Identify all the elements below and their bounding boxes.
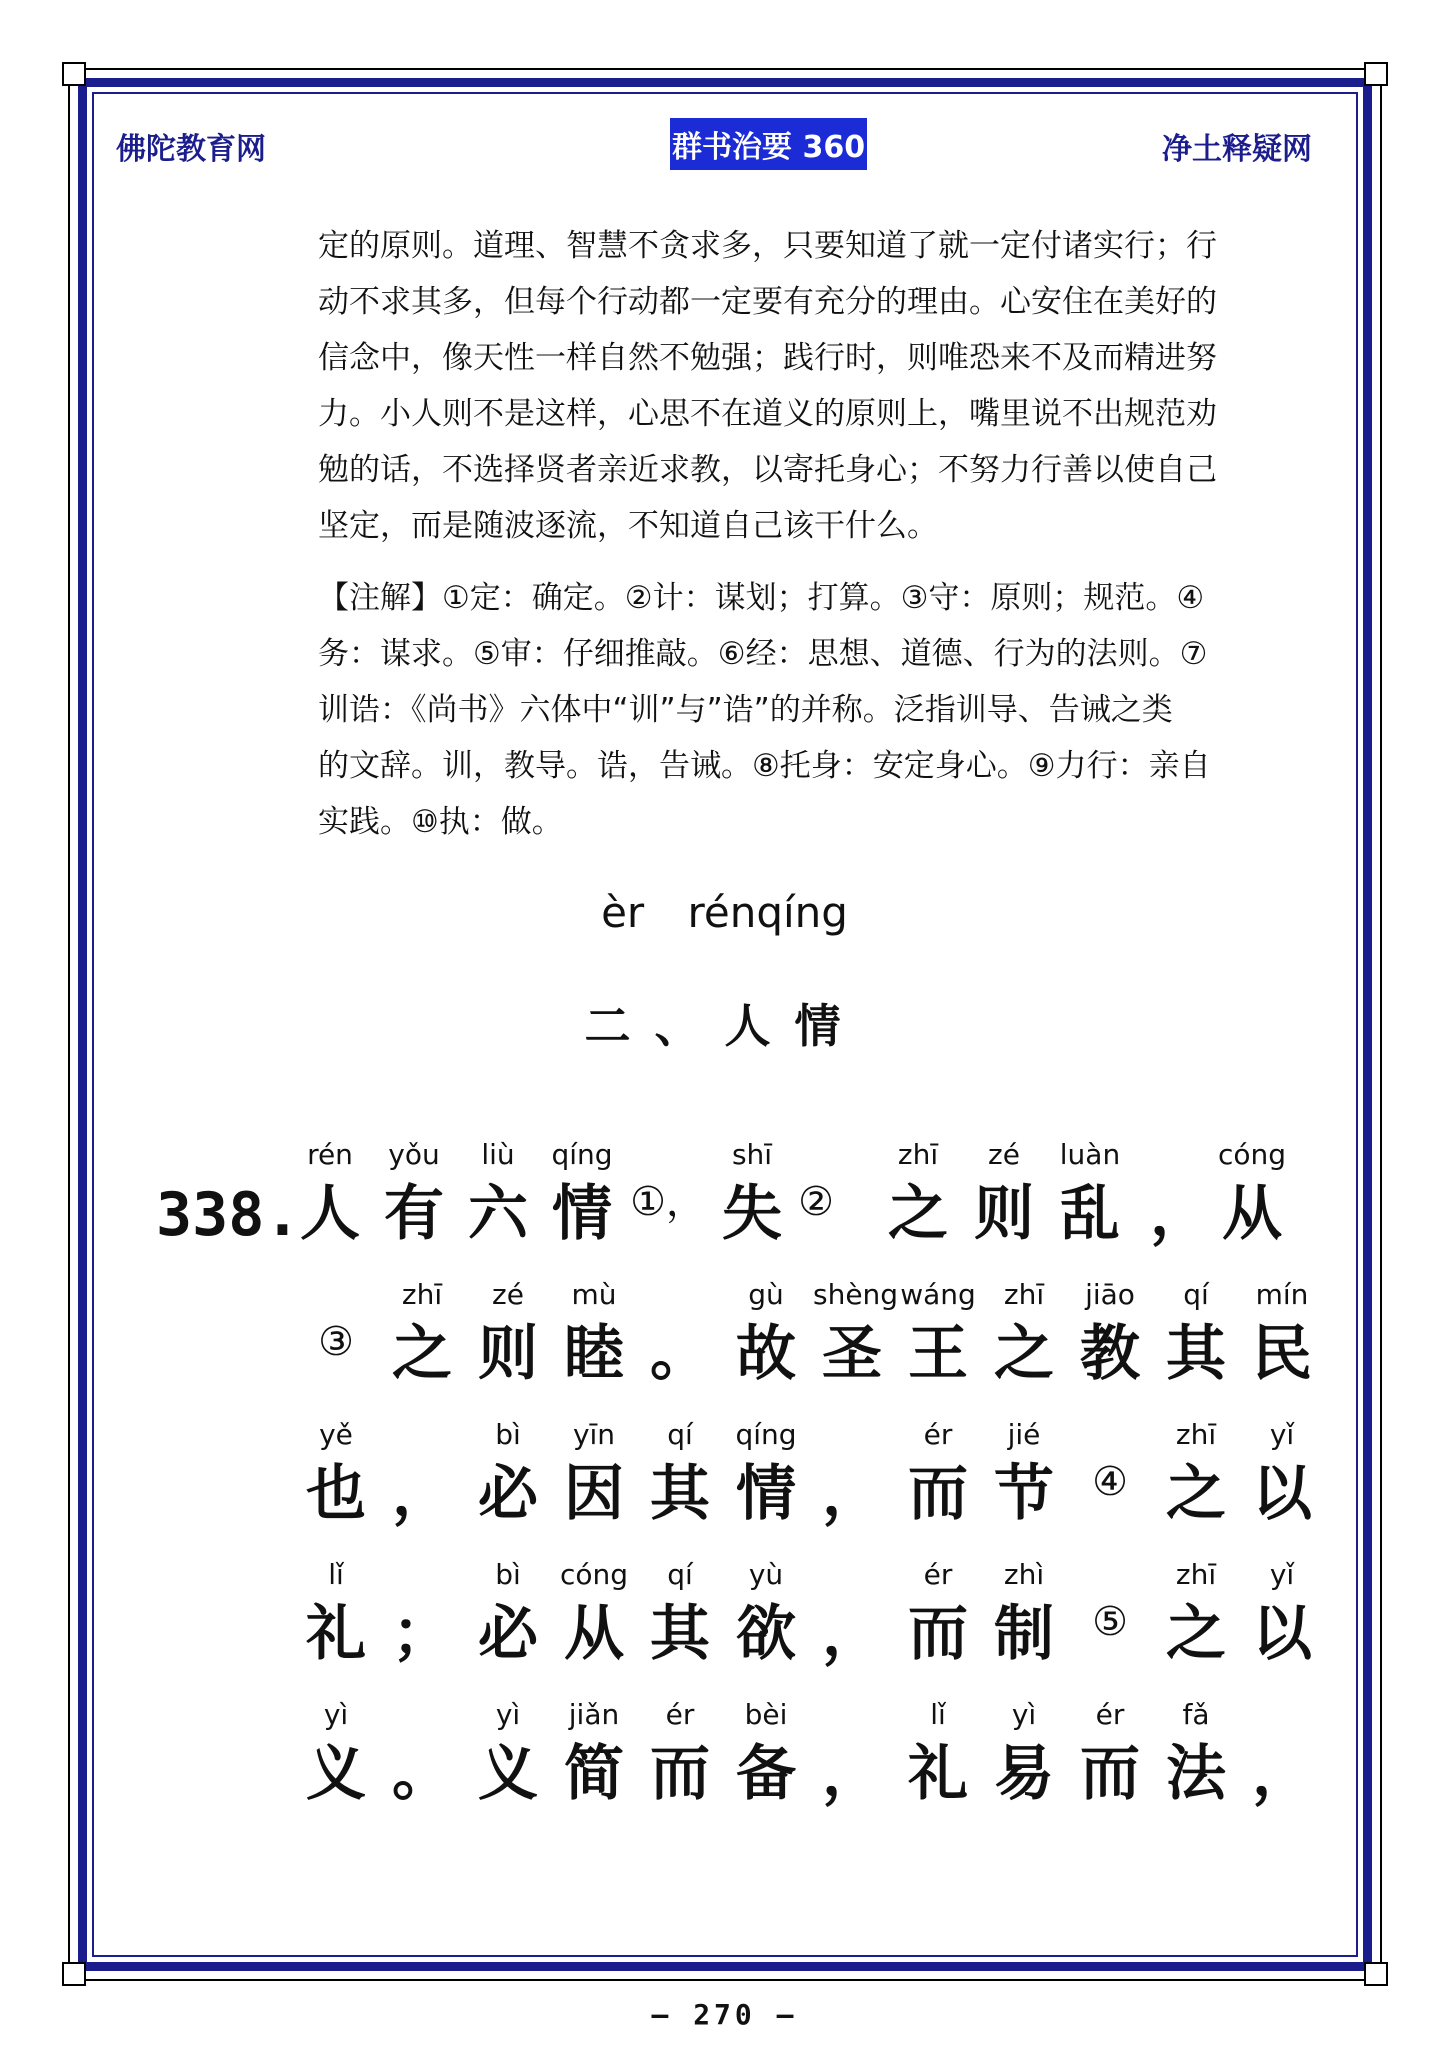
footnote-marker: ② bbox=[798, 1179, 834, 1225]
pinyin-annotation bbox=[383, 1418, 461, 1458]
verse-character bbox=[1243, 1418, 1321, 1530]
pinyin-annotation: jiāo bbox=[1085, 1278, 1135, 1311]
pinyin-annotation: zé bbox=[492, 1278, 524, 1311]
hanzi-character: 以 bbox=[1252, 1599, 1312, 1669]
border-corner bbox=[62, 62, 86, 86]
footnote-marker: ①， bbox=[630, 1179, 706, 1225]
verse-character bbox=[469, 1418, 547, 1530]
hanzi-character: 从 bbox=[1222, 1179, 1282, 1249]
translation-paragraph bbox=[318, 218, 1298, 554]
pinyin-annotation: jié bbox=[1007, 1418, 1041, 1451]
verse-character bbox=[1243, 1278, 1321, 1390]
verse-character bbox=[727, 1278, 805, 1390]
verse-character bbox=[1243, 1558, 1321, 1670]
hanzi-character: ， bbox=[822, 1599, 882, 1669]
hanzi-character: ， bbox=[1252, 1739, 1312, 1809]
pinyin-annotation: bèi bbox=[744, 1698, 788, 1731]
verse-character bbox=[1213, 1138, 1291, 1250]
hanzi-character: 礼 bbox=[306, 1599, 366, 1669]
hanzi-character: 之 bbox=[1166, 1599, 1226, 1669]
pinyin-annotation: rén bbox=[307, 1138, 353, 1171]
verse-character bbox=[899, 1698, 977, 1810]
pinyin-annotation: yīn bbox=[572, 1418, 616, 1451]
hanzi-character: 也 bbox=[306, 1459, 366, 1529]
verse-character bbox=[1071, 1698, 1149, 1810]
footnote-marker: ④ bbox=[1092, 1459, 1128, 1505]
annotation-line: 务：谋求。⑤审：仔细推敲。⑥经：思想、道德、行为的法则。⑦ bbox=[318, 636, 1208, 672]
verse-number: 338. bbox=[156, 1180, 301, 1250]
pinyin-annotation: mín bbox=[1255, 1278, 1309, 1311]
pinyin-annotation: gù bbox=[748, 1278, 784, 1311]
verse-character bbox=[1157, 1418, 1235, 1530]
pinyin-annotation: yù bbox=[748, 1558, 784, 1591]
paragraph-line: 信念中，像天性一样自然不勉强；践行时，则唯恐来不及而精进努 bbox=[318, 340, 1217, 376]
pinyin-annotation: lǐ bbox=[328, 1558, 344, 1591]
verse-character bbox=[469, 1278, 547, 1390]
pinyin-annotation: yǐ bbox=[1269, 1558, 1295, 1591]
verse-character bbox=[1051, 1138, 1129, 1250]
hanzi-character: 王 bbox=[908, 1319, 968, 1389]
verse-character bbox=[899, 1418, 977, 1530]
verse-character bbox=[459, 1138, 537, 1250]
hanzi-character: 乱 bbox=[1060, 1179, 1120, 1249]
verse-character bbox=[1157, 1558, 1235, 1670]
verse-row bbox=[0, 1558, 1449, 1698]
verse-character bbox=[383, 1698, 461, 1810]
pinyin-annotation: mù bbox=[571, 1278, 617, 1311]
verse-character bbox=[727, 1698, 805, 1810]
hanzi-character: 圣 bbox=[822, 1319, 882, 1389]
verse-character bbox=[777, 1138, 855, 1232]
verse-character bbox=[555, 1698, 633, 1810]
pinyin-annotation: ér bbox=[923, 1558, 953, 1591]
pinyin-annotation bbox=[641, 1278, 719, 1318]
hanzi-character: 故 bbox=[736, 1319, 796, 1389]
hanzi-character: 情 bbox=[736, 1459, 796, 1529]
pinyin-annotation: ér bbox=[665, 1698, 695, 1731]
pinyin-annotation: wáng bbox=[900, 1278, 976, 1311]
pinyin-annotation: yì bbox=[1011, 1698, 1037, 1731]
verse-character bbox=[813, 1418, 891, 1530]
verse-character bbox=[727, 1418, 805, 1530]
verse-row bbox=[0, 1418, 1449, 1558]
pinyin-annotation bbox=[813, 1418, 891, 1458]
hanzi-character: 之 bbox=[1166, 1459, 1226, 1529]
verse-character bbox=[1071, 1278, 1149, 1390]
pinyin-annotation: bì bbox=[495, 1418, 521, 1451]
hanzi-character: 义 bbox=[478, 1739, 538, 1809]
hanzi-character: 制 bbox=[994, 1599, 1054, 1669]
hanzi-character: ， bbox=[822, 1459, 882, 1529]
pinyin-annotation: yǐ bbox=[1269, 1418, 1295, 1451]
hanzi-character: 因 bbox=[564, 1459, 624, 1529]
footnote-marker: ⑤ bbox=[1092, 1599, 1128, 1645]
verse-character bbox=[297, 1418, 375, 1530]
verse-character bbox=[555, 1558, 633, 1670]
hanzi-character: 必 bbox=[478, 1459, 538, 1529]
verse-character bbox=[899, 1558, 977, 1670]
verse-character bbox=[813, 1278, 899, 1390]
hanzi-character: 民 bbox=[1252, 1319, 1312, 1389]
page-number: – 270 – bbox=[651, 1998, 798, 2031]
hanzi-character: ； bbox=[392, 1599, 452, 1669]
hanzi-character: 。 bbox=[650, 1319, 710, 1389]
verse-row bbox=[0, 1698, 1449, 1838]
verse-character bbox=[1157, 1698, 1235, 1810]
pinyin-annotation bbox=[383, 1698, 461, 1738]
verse-character bbox=[629, 1138, 707, 1232]
hanzi-character: 睦 bbox=[564, 1319, 624, 1389]
verse-character bbox=[727, 1558, 805, 1670]
pinyin-annotation: shèng bbox=[813, 1278, 899, 1311]
pinyin-annotation: qíng bbox=[735, 1418, 797, 1451]
pinyin-annotation: yě bbox=[319, 1418, 353, 1451]
section-title: 二、人情 bbox=[584, 999, 865, 1053]
paragraph-line: 定的原则。道理、智慧不贪求多，只要知道了就一定付诸实行；行 bbox=[318, 228, 1217, 264]
section-pinyin: èr rénqíng bbox=[601, 888, 848, 937]
verse-character bbox=[641, 1558, 719, 1670]
verse-character bbox=[813, 1698, 891, 1810]
verse-character bbox=[985, 1698, 1063, 1810]
pinyin-annotation bbox=[383, 1558, 461, 1598]
header-site-left: 佛陀教育网 bbox=[116, 132, 266, 167]
verse-character bbox=[1071, 1558, 1149, 1652]
pinyin-annotation: luàn bbox=[1059, 1138, 1121, 1171]
verse-character bbox=[641, 1278, 719, 1390]
verse-character bbox=[555, 1418, 633, 1530]
verse-character bbox=[469, 1558, 547, 1670]
hanzi-character: 有 bbox=[384, 1179, 444, 1249]
hanzi-character: 之 bbox=[994, 1319, 1054, 1389]
hanzi-character: 法 bbox=[1166, 1739, 1226, 1809]
verse-row bbox=[0, 1138, 1449, 1278]
pinyin-annotation: zhī bbox=[401, 1278, 443, 1311]
hanzi-character: 易 bbox=[994, 1739, 1054, 1809]
hanzi-character: 教 bbox=[1080, 1319, 1140, 1389]
hanzi-character: 其 bbox=[650, 1459, 710, 1529]
hanzi-character: 备 bbox=[736, 1739, 796, 1809]
hanzi-character: 而 bbox=[1080, 1739, 1140, 1809]
verse-character bbox=[291, 1138, 369, 1250]
pinyin-annotation: fǎ bbox=[1182, 1698, 1210, 1731]
header-book-title: 群书治要 360 bbox=[670, 118, 867, 170]
verse-character bbox=[813, 1558, 891, 1670]
annotation-line: 实践。⑩执：做。 bbox=[318, 804, 563, 840]
verse-character bbox=[383, 1558, 461, 1670]
border-corner bbox=[1364, 62, 1388, 86]
border-corner bbox=[62, 1962, 86, 1986]
hanzi-character: 而 bbox=[908, 1459, 968, 1529]
verse-character bbox=[641, 1418, 719, 1530]
pinyin-annotation: ér bbox=[1095, 1698, 1125, 1731]
hanzi-character: 从 bbox=[564, 1599, 624, 1669]
hanzi-character: 以 bbox=[1252, 1459, 1312, 1529]
annotation-line: 【注解】①定：确定。②计：谋划；打算。③守：原则；规范。④ bbox=[318, 580, 1205, 616]
verse-character bbox=[1141, 1138, 1219, 1250]
verse-character bbox=[297, 1698, 375, 1810]
verse-character bbox=[985, 1418, 1063, 1530]
paragraph-line: 勉的话，不选择贤者亲近求教，以寄托身心；不努力行善以使自己 bbox=[318, 452, 1217, 488]
footnote-marker: ③ bbox=[318, 1319, 354, 1365]
verse-character bbox=[965, 1138, 1043, 1250]
verse-character bbox=[1071, 1418, 1149, 1512]
pinyin-annotation: zhī bbox=[1175, 1418, 1217, 1451]
pinyin-annotation: zhī bbox=[1003, 1278, 1045, 1311]
header-site-right: 净土释疑网 bbox=[1162, 132, 1312, 167]
hanzi-character: ， bbox=[822, 1739, 882, 1809]
pinyin-annotation: shī bbox=[731, 1138, 773, 1171]
verse-character bbox=[469, 1698, 547, 1810]
hanzi-character: 之 bbox=[392, 1319, 452, 1389]
verse-character bbox=[985, 1278, 1063, 1390]
verse-character bbox=[297, 1278, 375, 1372]
hanzi-character: 六 bbox=[468, 1179, 528, 1249]
pinyin-annotation: liù bbox=[481, 1138, 515, 1171]
border-corner bbox=[1364, 1962, 1388, 1986]
hanzi-character: 简 bbox=[564, 1739, 624, 1809]
hanzi-character: 则 bbox=[974, 1179, 1034, 1249]
verse-character bbox=[383, 1278, 461, 1390]
pinyin-annotation: qí bbox=[667, 1418, 693, 1451]
hanzi-character: 人 bbox=[300, 1179, 360, 1249]
verse-character bbox=[375, 1138, 453, 1250]
pinyin-annotation: yì bbox=[323, 1698, 349, 1731]
hanzi-character: 之 bbox=[888, 1179, 948, 1249]
pinyin-annotation: lǐ bbox=[930, 1698, 946, 1731]
verse-character bbox=[985, 1558, 1063, 1670]
pinyin-annotation: jiǎn bbox=[568, 1698, 620, 1731]
pinyin-annotation bbox=[813, 1698, 891, 1738]
hanzi-character: 。 bbox=[392, 1739, 452, 1809]
pinyin-annotation: bì bbox=[495, 1558, 521, 1591]
annotation-paragraph bbox=[318, 570, 1298, 850]
pinyin-annotation bbox=[1243, 1698, 1321, 1738]
hanzi-character: 礼 bbox=[908, 1739, 968, 1809]
hanzi-character: 而 bbox=[908, 1599, 968, 1669]
pinyin-annotation: cóng bbox=[559, 1558, 629, 1591]
hanzi-character: 必 bbox=[478, 1599, 538, 1669]
hanzi-character: 失 bbox=[722, 1179, 782, 1249]
pinyin-annotation: cóng bbox=[1217, 1138, 1287, 1171]
hanzi-character: 节 bbox=[994, 1459, 1054, 1529]
pinyin-annotation bbox=[813, 1558, 891, 1598]
paragraph-line: 力。小人则不是这样，心思不在道义的原则上，嘴里说不出规范劝 bbox=[318, 396, 1217, 432]
hanzi-character: 欲 bbox=[736, 1599, 796, 1669]
verse-character bbox=[899, 1278, 977, 1390]
pinyin-annotation: qí bbox=[1183, 1278, 1209, 1311]
paragraph-line: 坚定，而是随波逐流，不知道自己该干什么。 bbox=[318, 508, 938, 544]
pinyin-annotation: zhī bbox=[897, 1138, 939, 1171]
verse-character bbox=[879, 1138, 957, 1250]
paragraph-line: 动不求其多，但每个行动都一定要有充分的理由。心安住在美好的 bbox=[318, 284, 1217, 320]
annotation-line: 的文辞。训，教导。诰，告诫。⑧托身：安定身心。⑨力行：亲自 bbox=[318, 748, 1211, 784]
pinyin-annotation bbox=[1141, 1138, 1219, 1178]
pinyin-annotation: qí bbox=[667, 1558, 693, 1591]
pinyin-annotation: yì bbox=[495, 1698, 521, 1731]
pinyin-annotation: zé bbox=[988, 1138, 1020, 1171]
verse-character bbox=[555, 1278, 633, 1390]
pinyin-annotation: ér bbox=[923, 1418, 953, 1451]
hanzi-character: 情 bbox=[552, 1179, 612, 1249]
hanzi-character: 而 bbox=[650, 1739, 710, 1809]
pinyin-annotation: yǒu bbox=[388, 1138, 440, 1171]
pinyin-annotation: zhì bbox=[1003, 1558, 1045, 1591]
annotation-line: 训诰：《尚书》六体中“训”与”诰”的并称。泛指训导、告诫之类 bbox=[318, 692, 1173, 728]
hanzi-character: 其 bbox=[650, 1599, 710, 1669]
hanzi-character: 其 bbox=[1166, 1319, 1226, 1389]
verse-character bbox=[383, 1418, 461, 1530]
hanzi-character: 则 bbox=[478, 1319, 538, 1389]
hanzi-character: ， bbox=[392, 1459, 452, 1529]
pinyin-annotation: qíng bbox=[551, 1138, 613, 1171]
hanzi-character: ， bbox=[1150, 1179, 1210, 1249]
verse-character bbox=[641, 1698, 719, 1810]
verse-character bbox=[1243, 1698, 1321, 1810]
verse-character bbox=[297, 1558, 375, 1670]
verse-character bbox=[543, 1138, 621, 1250]
pinyin-annotation: zhī bbox=[1175, 1558, 1217, 1591]
verse-character bbox=[1157, 1278, 1235, 1390]
hanzi-character: 义 bbox=[306, 1739, 366, 1809]
verse-row bbox=[0, 1278, 1449, 1418]
